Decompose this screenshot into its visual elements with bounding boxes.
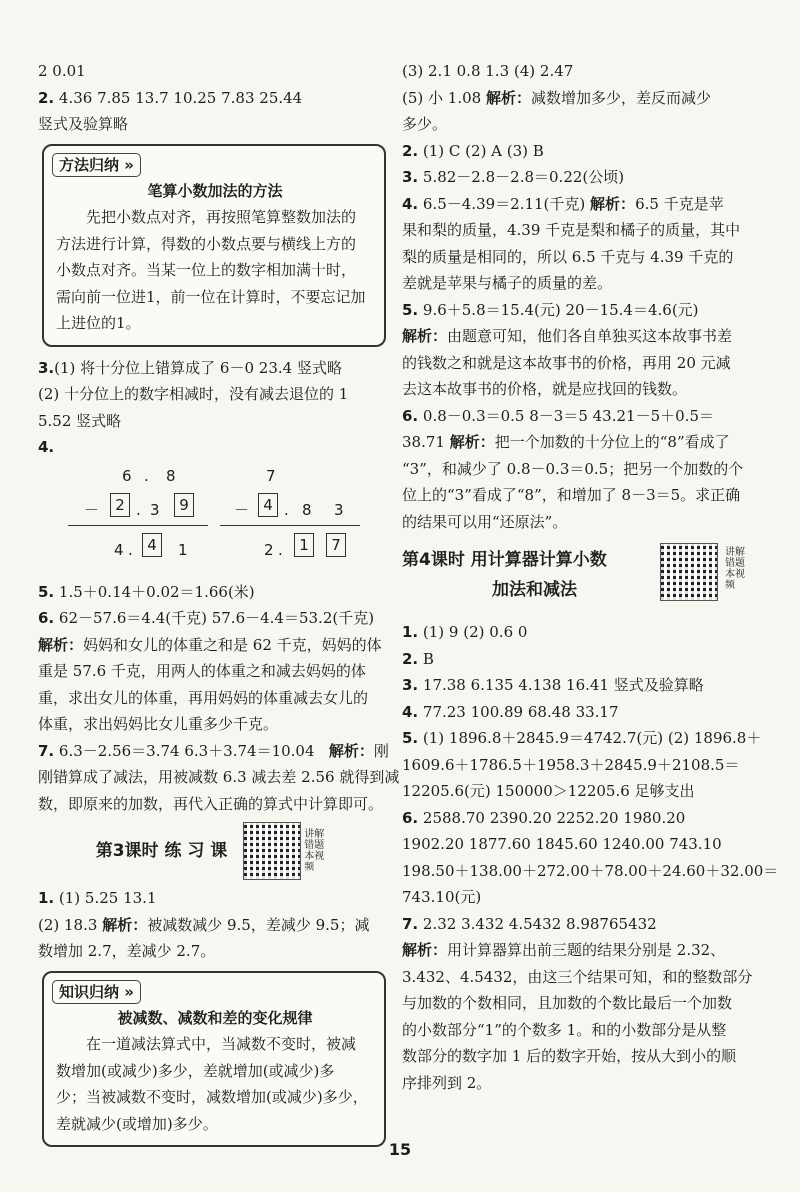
knowledge-summary-tag: 知识归纳 » [52,980,141,1004]
analysis-label: 解析： [590,194,636,213]
box-text: 方法进行计算，得数的小数点要与横线上方的 [56,234,357,253]
question-number: 4. [38,438,55,456]
answer-text: (5) 小 1.08 [402,88,486,107]
question-number: 3. [402,168,419,186]
method-summary-box [42,144,386,347]
answer-text: (1) C (2) A (3) B [418,141,544,160]
answer-line: 198.50＋138.00＋272.00＋78.00＋24.60＋32.00＝ [402,861,779,880]
answer-text: 6.5－4.39＝2.11(千克) [418,194,591,213]
question-number: 2. [402,649,419,668]
question-number: 1. [38,889,55,907]
question-number: 6. [402,406,419,425]
answer-text: 由题意可知，他们各自单独买这本故事书差 [447,327,733,345]
lesson-3-header [38,821,386,881]
question-number: 5. [402,300,419,319]
answer-line: 2 0.01 [38,62,86,80]
answer-text: 被减数减少 9.5，差减少 9.5；减 [147,915,370,934]
question-number: 2. [38,88,55,107]
page-number: 15 [388,1140,412,1159]
answer-text: 2.32 3.432 4.5432 8.98765432 [418,914,657,933]
question-number: 4. [402,194,419,213]
answer-line: 去这本故事书的价格，就是应找回的钱数。 [402,380,688,398]
qr-code-icon[interactable] [243,822,301,880]
calc-digit: . [278,540,283,559]
box-title: 被减数、减数和差的变化规律 [117,1009,313,1027]
answer-line: 序排列到 2。 [402,1073,492,1092]
question-number: 7. [38,741,55,760]
answer-line: 体重，求出妈妈比女儿重多少千克。 [38,715,279,733]
analysis-label: 解析： [485,88,531,107]
lesson-title-line2: 加法和减法 [492,580,577,600]
analysis-label: 解析： [449,433,495,451]
answer-text: 1.5＋0.14＋0.02＝1.66(米) [54,582,255,601]
lesson-title: 第3课时 练 习 课 [95,840,228,861]
question-number: 3. [38,358,55,377]
answer-line [402,429,772,456]
answer-line [402,323,772,350]
calc-digit: 3 [334,500,344,519]
question-number: 3. [402,676,419,694]
answer-text: 减数增加多少，差反而减少 [530,88,711,107]
calc-digit: 2 [264,540,274,559]
calc-digit: . [144,466,149,485]
analysis-label: 解析： [402,941,448,959]
analysis-label: 解析： [328,741,374,760]
answer-line: 重是 57.6 千克，用两人的体重之和减去妈妈的体 [38,662,366,680]
calc-digit: . [284,500,289,519]
answer-line: 数部分的数字加 1 后的数字开始，按从大到小的顺 [402,1047,737,1065]
analysis-label: 解析： [402,327,448,345]
lesson-4-header [402,541,772,613]
answer-line: 5.52 竖式略 [38,411,122,430]
analysis-label: 解析： [38,635,84,654]
answer-text: B [418,649,434,668]
answer-line: “3”，和减少了 0.8－0.3＝0.5；把另一个加数的个 [402,459,744,478]
answer-line: 位上的“3”看成了“8”，和增加了 8－3＝5。求正确 [402,486,741,504]
minus-sign: － [234,500,250,519]
answer-line [38,632,386,659]
answer-text: 刚 [373,741,389,760]
answer-text: 17.38 6.135 4.138 16.41 竖式及验算略 [418,676,704,694]
answer-line [402,191,772,218]
left-column [38,58,400,1155]
box-text: 在一道减法算式中，当减数不变时，被减 [86,1035,357,1053]
answer-line: 12205.6(元) 150000＞12205.6 足够支出 [402,782,695,800]
answer-text: 4.36 7.85 13.7 10.25 7.83 25.44 [54,88,303,107]
answer-line: 1902.20 1877.60 1845.60 1240.00 743.10 [402,835,722,853]
calc-digit: 8 [166,466,176,485]
answer-line [38,885,386,912]
answer-line [38,355,386,382]
answer-line: (3) 2.1 0.8 1.3 (4) 2.47 [402,62,574,80]
right-column [402,58,779,1096]
answer-line: 刚错算成了减法，用被减数 6.3 减去差 2.56 就得到减 [38,768,400,786]
question-number: 2. [402,141,419,160]
answer-line: 竖式及验算略 [38,115,129,133]
answer-line [38,579,386,606]
answer-line: 差就是苹果与橘子的质量的差。 [402,274,613,292]
answer-line [402,911,772,938]
answer-text: 妈妈和女儿的体重之和是 62 千克，妈妈的体 [83,635,382,654]
answer-line [402,85,772,112]
answer-text: (1) 9 (2) 0.6 0 [418,623,528,641]
answer-line: 重，求出女儿的体重，再用妈妈的体重减去女儿的 [38,688,369,707]
qr-code-icon[interactable] [660,543,718,601]
answer-line [402,164,772,191]
answer-text: 62－57.6＝4.4(千克) 57.6－4.4＝53.2(千克) [54,609,375,627]
calc-rule [220,525,360,527]
answer-text: (1) 1896.8＋2845.9＝4742.7(元) (2) 1896.8＋ [418,729,762,747]
answer-line [402,297,772,324]
answer-box: 2 [110,493,130,517]
qr-label: 讲解错题本视频 [304,829,325,873]
minus-sign: － [84,500,100,519]
answer-line: (2) 十分位上的数字相减时，没有减去退位的 1 [38,385,349,403]
answer-text: 6.3－2.56＝3.74 6.3＋3.74＝10.04 [54,741,315,760]
answer-text: 0.8－0.3＝0.5 8－3＝5 43.21－5＋0.5＝ [418,406,714,425]
box-text: 数增加(或减少)多少，差就增加(或减少)多 [56,1061,335,1080]
answer-text: (1) 5.25 13.1 [54,889,157,907]
answer-text: 38.71 [402,433,450,451]
answer-line [402,937,772,964]
box-text: 先把小数点对齐，再按照笔算整数加法的 [86,208,357,226]
answer-line: 的小数部分“1”的个数多 1。和的小数部分是从整 [402,1020,727,1039]
answer-text: 77.23 100.89 68.48 33.17 [418,702,619,721]
answer-line: 数增加 2.7，差减少 2.7。 [38,942,216,960]
answer-line: 数，即原来的加数，再代入正确的算式中计算即可。 [38,794,384,813]
answer-line [38,605,386,632]
answer-text: (1) 将十分位上错算成了 6－0 23.4 竖式略 [54,358,342,377]
answer-line [402,725,772,752]
answer-line [38,434,386,461]
calc-digit: . [128,540,133,559]
answer-box: 1 [294,533,314,557]
answer-line [402,699,772,726]
answer-line: 743.10(元) [402,888,482,906]
question-number: 1. [402,623,419,641]
calc-digit: 1 [178,540,188,559]
calc-digit: 3 [150,500,160,519]
answer-line [402,403,772,430]
answer-line: 果和梨的质量，4.39 千克是梨和橘子的质量，其中 [402,221,741,239]
answer-line [402,805,772,832]
answer-line: 梨的质量是相同的，所以 6.5 千克与 4.39 千克的 [402,247,734,266]
box-text: 小数点对齐。当某一位上的数字相加满十时， [56,261,357,279]
question-number: 6. [402,808,419,827]
answer-box: 4 [142,533,162,557]
calc-digit: 4 [114,540,124,559]
question-number: 4. [402,702,419,721]
answer-line: 与加数的个数相同，且加数的个数比最后一个加数 [402,994,733,1012]
answer-text: 9.6＋5.8＝15.4(元) 20－15.4＝4.6(元) [418,300,699,319]
answer-line [38,85,386,112]
answer-line [38,912,386,939]
box-text: 差就减少(或增加)多少。 [56,1114,218,1133]
calc-digit: 7 [266,466,276,485]
analysis-label: 解析： [102,915,148,934]
answer-line [402,138,772,165]
box-text: 少；当被减数不变时，减数增加(或减少)多少， [56,1088,368,1106]
question-number: 5. [38,582,55,601]
qr-label: 讲解错题本视频 [725,547,745,591]
vertical-calculations [38,461,386,579]
question-number: 5. [402,729,419,747]
lesson-title: 第4课时 用计算器计算小数 [402,550,607,570]
calc-digit: . [136,500,141,519]
answer-text: 2588.70 2390.20 2252.20 1980.20 [418,808,686,827]
answer-line [38,738,389,765]
question-number: 6. [38,609,55,627]
answer-line: 1609.6＋1786.5＋1958.3＋2845.9＋2108.5＝ [402,755,740,774]
calc-digit: 8 [302,500,312,519]
question-number: 7. [402,914,419,933]
answer-text: (2) 18.3 [38,915,103,934]
box-text: 上进位的1。 [56,314,141,332]
knowledge-summary-box [42,971,386,1148]
answer-line: 多少。 [402,115,448,133]
answer-line: 的钱数之和就是这本故事书的价格，再用 20 元减 [402,353,731,372]
answer-box: 4 [258,493,278,517]
box-title: 笔算小数加法的方法 [147,182,283,200]
answer-box: 9 [174,493,194,517]
answer-text: 6.5 千克是苹 [635,194,724,213]
calc-digit: 6 [122,466,132,485]
answer-text: 把一个加数的十分位上的“8”看成了 [494,433,730,451]
answer-line [402,672,772,699]
answer-line: 3.432、4.5432，由这三个结果可知，和的整数部分 [402,967,753,986]
box-text: 需向前一位进1，前一位在计算时，不要忘记加 [56,287,366,306]
method-summary-tag: 方法归纳 » [52,153,141,177]
answer-text: 用计算器算出前三题的结果分别是 2.32、 [447,941,726,959]
answer-line [402,646,772,673]
answer-box: 7 [326,533,346,557]
calc-rule [68,525,208,527]
answer-line [402,619,772,646]
answer-text: 5.82－2.8－2.8＝0.22(公顷) [418,168,625,186]
answer-line: 的结果可以用“还原法”。 [402,512,568,531]
